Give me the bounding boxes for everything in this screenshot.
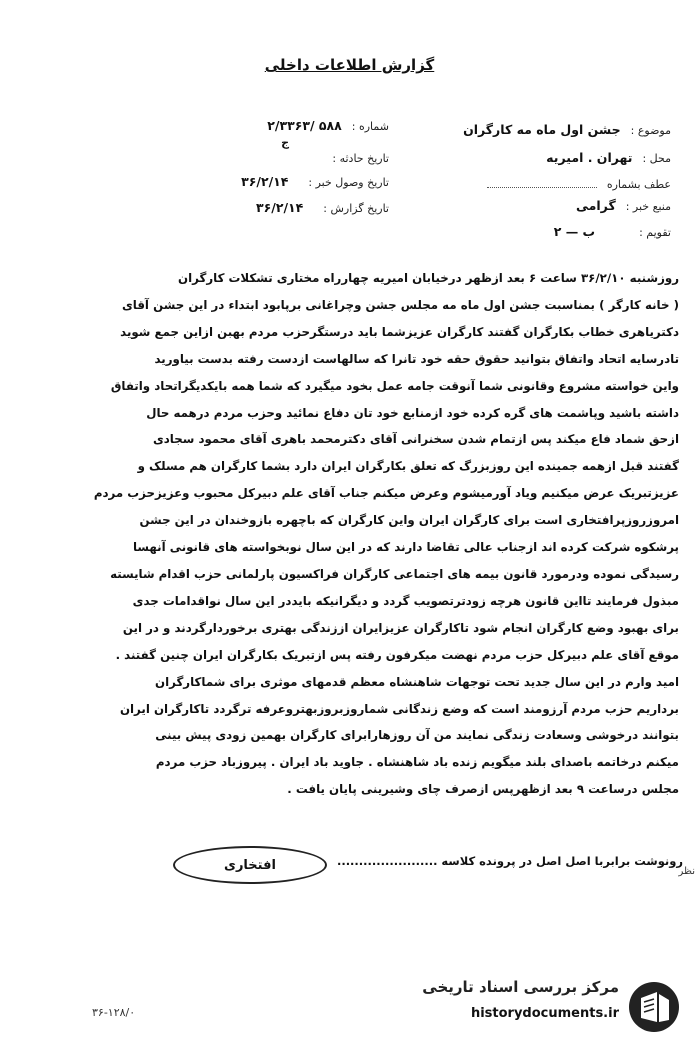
report-date-value: ۳۶/۲/۱۴ [256,200,304,215]
received-date-value: ۳۶/۲/۱۴ [241,174,289,189]
body-line: تادرسایه اتحاد واتفاق بتوانید حقوق حقه خود تانرا که سالهاست ازدست رفته بدست بیاورید [154,351,679,366]
body-line: واین خواسته مشروع وقانونی شما آنوقت جامه عمل بخود میگیرد که شما همه بایکدیگراتحاد واتفاق [110,378,679,393]
number-row [267,118,389,133]
source-row [576,198,671,213]
body-line: ازحق شماد فاع میکند پس ازتمام شدن سخنرانی آقای دکترمحمد باهری آقای محمود سجادی [152,432,679,447]
received-date-row [241,174,389,189]
body-line: عزیزتبریک عرض میکنیم ویاد آورمیشوم وعرض میکنم جناب آقای علم دبیرکل محبوب وعزیزحزب مردم [93,486,679,501]
body-line: دکتریاهری خطاب بکارگران گفتند کارگران عزیزشما باید درستگرحزب مردم بهبن ازاین جمع شوید [120,324,679,339]
document-title: گزارش اطلاعات داخلی [264,56,435,74]
body-line: موقع آقای علم دبیرکل حزب مردم نهضت میکرفون رفته پس ازتبریک بکارگران ایران چنین گفتند . [115,647,679,662]
signature-name: افتخاری [224,857,276,873]
body-line: روزشنبه ۳۶/۲/۱۰ ساعت ۶ بعد ازظهر درخیابان امیریه چهارراه مختاری تشکلات کارگران [178,271,679,285]
evaluation-value: ب — ۲ [553,224,596,239]
ref-row [487,176,671,191]
body-line: داشته باشید وپاشمت های گره کرده خود ازمنابع خود تان دفاع نمائید وحزب مردم درهمه حال [146,405,679,420]
body-line: میکنم درخاتمه باصدای بلند میگویم زنده باد شاهنشاه . جاوید باد ایران . پیروزباد حزب مردم [155,755,679,770]
watermark [401,978,681,1036]
evaluation-row [554,224,671,239]
number-label: شماره : [351,120,389,133]
evaluation-label: تقویم : [639,226,671,239]
place-row [546,150,671,165]
subject-row [463,122,671,137]
body-line: پرشکوه شرکت کرده اند ازجناب عالی تقاضا دارند که در این سال نوبخواسته های قانونی آنهسا [132,540,679,555]
report-date-row [256,200,389,215]
document-number: ۳۶-۱۲۸/۰ [92,1006,136,1019]
received-date-label: تاریخ وصول خبر : [308,176,389,189]
source-label: منبع خبر : [625,200,671,213]
body-line: مجلس درساعت ۹ بعد ازظهرپس ازصرف چای وشیرینی پایان یافت . [287,782,679,797]
body-line: برای بهبود وضع کارگران انجام شود تاکارگران عزیزایران اززندگی بهتری برخوردارگردند و در این [122,620,679,635]
archive-logo-icon [627,980,681,1034]
body-line: رسیدگی نموده ودرمورد قانون بیمه های اجتماعی کارگران فراکسیون پارلمانی حزب اقدام شایسته [110,566,679,581]
body-line: امید وارم در این سال جدید تحت توجهات شاهنشاه معظم قدمهای موثری برای شماکارگران [155,674,679,689]
body-line: بتوانند درخوشی وسعادت زندگی نمایند من آن روزهارابرای کارگران بهمین زودی پیش بینی [155,728,679,743]
copy-statement: رونوشت برابربا اصل اصل در پرونده کلاسه ....................... [336,854,683,868]
subject-label: موضوع : [630,124,671,137]
ref-dots [487,187,597,188]
number-value: ۵۸۸ /۲/۳۳۶۳ [267,118,342,133]
body-line: برداریم حزب مردم آرزومند است که وضع زندگانی شماروزبروزبهتروعرفه ترگردد تاکارگران ایران [119,701,679,716]
number-suffix: ج [281,136,289,149]
report-date-label: تاریخ گزارش : [323,202,389,215]
subject-value: جشن اول ماه مه کارگران [463,122,621,137]
report-body [61,265,679,803]
watermark-english: historydocuments.ir [470,1006,619,1021]
signature-stamp [173,846,327,884]
body-line: گفتند قبل ازهمه جمینده این روزبزرگ که تعلق بکارگران ایران دارد بشما کارگران هم مسلک و [137,459,679,474]
event-date-row [332,150,389,165]
source-value: گرامی [576,198,616,213]
event-date-label: تاریخ حادثه : [332,152,389,165]
watermark-persian: مرکز بررسی اسناد تاریخی [422,978,619,996]
body-line: امروزروزپرافتخاری است برای کارگران ایران واین کارگران که باچهره بازوخندان در این جشن [139,513,679,528]
signature-row [73,846,683,896]
place-label: محل : [642,152,671,165]
body-line: مبذول فرمایند تااین قانون هرچه زودترتصویب گردد و دیگرانیکه بایددر این سال نواقدامات جدی [132,593,679,608]
nazar-label: نظر [678,866,695,877]
body-line: ( خانه کارگر ) بمناسبت جشن اول ماه مه مجلس جشن وچراغانی برپابود ابتداء در این جشن آقای [121,297,679,312]
place-value: تهران . امیریه [546,150,633,165]
ref-label: عطف بشماره [606,178,671,191]
